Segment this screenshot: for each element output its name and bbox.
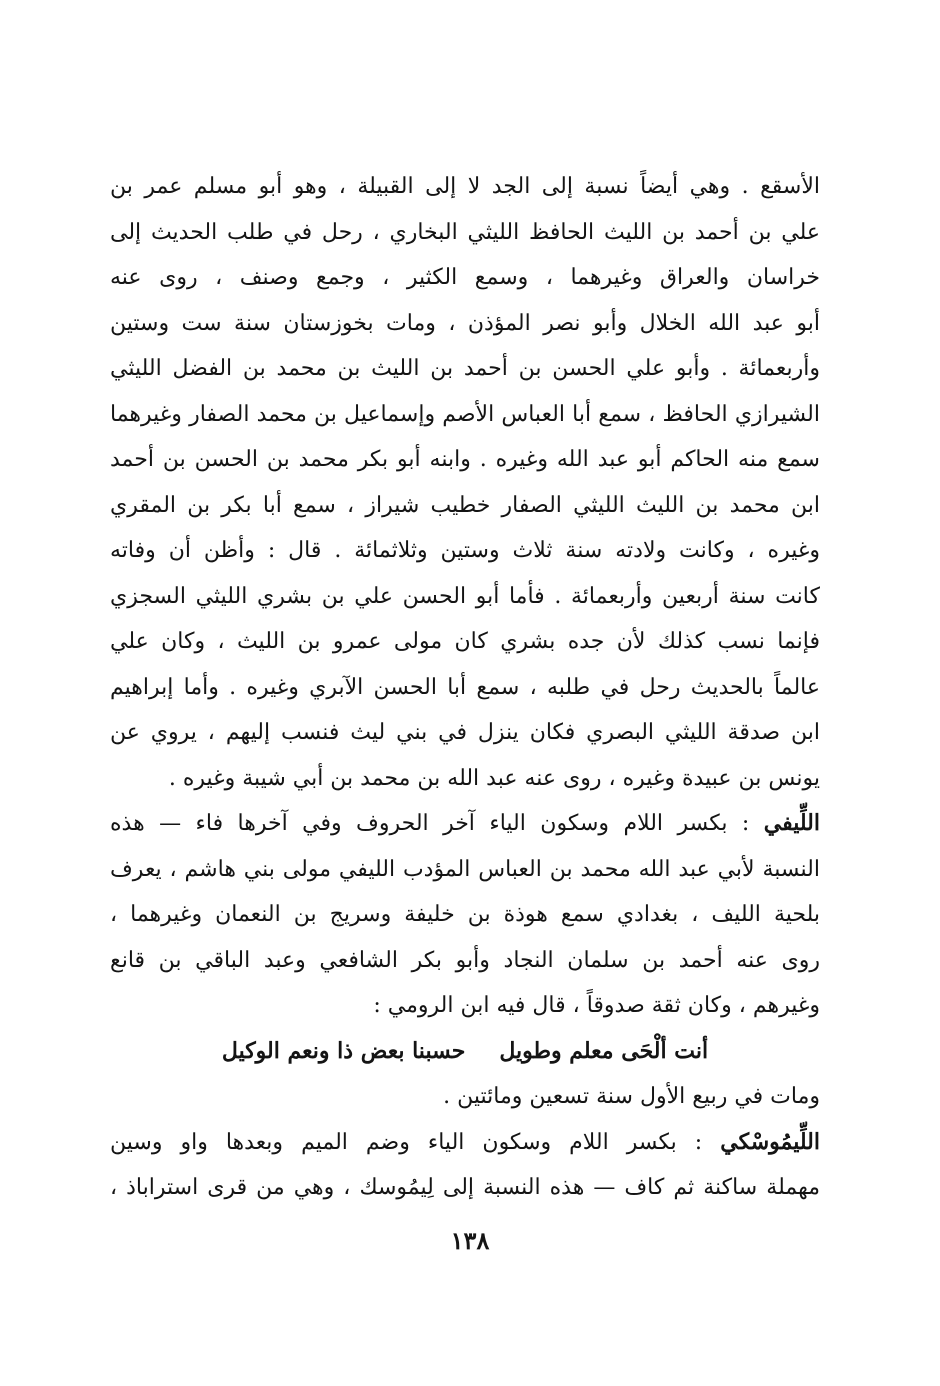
text-line: ابن صدقة الليثي البصري فكان ينزل في بني ليث فنسب إليهم ، يروي عن [110, 720, 820, 745]
text-line: عالماً بالحديث رحل في طلبه ، سمع أبا الحسن الآبري وغيره . وأما إبراهيم [110, 674, 820, 700]
text-line: يونس بن عبيدة وغيره ، روى عنه عبد الله بن محمد بن أبي شيبة وغيره . [168, 765, 820, 791]
entry-lifi-first-line [110, 801, 820, 847]
entry-lifi-first-line-text: : بكسر اللام وسكون الياء آخر الحروف وفي آخرها فاء — هذه [110, 811, 750, 836]
text-line: ومات في ربيع الأول سنة تسعين ومائتين . [443, 1084, 820, 1109]
verse-second-hemistich: حسبنا بعض ذا ونعم الوكيل [221, 1037, 466, 1064]
entry-laymuski-first-line-text: : بكسر اللام وسكون الياء وضم الميم وبعدها واو وسين [110, 1129, 703, 1155]
entry-heading-laymuski: اللِّيمُوسْكي [720, 1128, 820, 1155]
text-line: وغيره ، وكانت ولادته سنة ثلاث وستين وثلاثمائة . قال : وأظن أن وفاته [110, 538, 820, 563]
text-line: خراسان والعراق وغيرهما ، وسمع الكثير ، وجمع وصنف ، روى عنه [110, 265, 820, 290]
text-line: مهملة ساكنة ثم كاف — هذه النسبة إلى لِيمُوسك ، وهي من قرى استراباذ ، [110, 1175, 820, 1200]
page-body [110, 164, 820, 1211]
text-line: روى عنه أحمد بن سلمان النجاد وأبو بكر الشافعي وعبد الباقي بن قانع [110, 947, 820, 973]
entry-heading-lifi: اللِّيفي [763, 810, 820, 836]
text-line: بلحية الليف ، بغدادي سمع هوذة بن خليفة وسريج بن النعمان وغيرهما ، [110, 902, 820, 927]
text-line: علي بن أحمد بن الليث الحافظ الليثي البخاري ، رحل في طلب الحديث إلى [110, 219, 820, 245]
text-line: وأربعمائة . وأبو علي الحسن بن أحمد بن الليث بن محمد بن الفضل الليثي [110, 356, 820, 381]
text-line: الأسقع . وهي أيضاً نسبة إلى الجد لا إلى القبيلة ، وهو أبو مسلم عمر بن [110, 174, 820, 199]
entry-laymuski-first-line [110, 1120, 820, 1166]
verse-first-hemistich: أنت ألْحَى معلم وطويل [499, 1037, 709, 1064]
text-line: الشيرازي الحافظ ، سمع أبا العباس الأصم وإسماعيل بن محمد الصفار وغيرهما [110, 401, 820, 427]
text-line: وغيرهم ، وكان ثقة صدوقاً ، قال فيه ابن الرومي : [373, 993, 820, 1018]
text-line: ابن محمد بن الليث الليثي الصفار خطيب شيراز ، سمع أبا بكر بن المقري [110, 492, 820, 518]
page-number: ١٣٨ [450, 1226, 490, 1255]
text-line: سمع منه الحاكم أبو عبد الله وغيره . وابنه أبو بكر محمد بن الحسن بن أحمد [110, 447, 820, 472]
poem-verse [110, 1029, 820, 1075]
text-line: فإنما نسب كذلك لأن جده بشري كان مولى عمرو بن الليث ، وكان علي [110, 629, 820, 654]
text-line: أبو عبد الله الخلال وأبو نصر المؤذن ، ومات بخوزستان سنة ست وستين [110, 310, 820, 336]
text-line: النسبة لأبي عبد الله محمد بن العباس المؤدب الليفي مولى بني هاشم ، يعرف [110, 856, 820, 882]
text-line: كانت سنة أربعين وأربعمائة . فأما أبو الحسن علي بن بشري الليثي السجزي [110, 583, 820, 609]
